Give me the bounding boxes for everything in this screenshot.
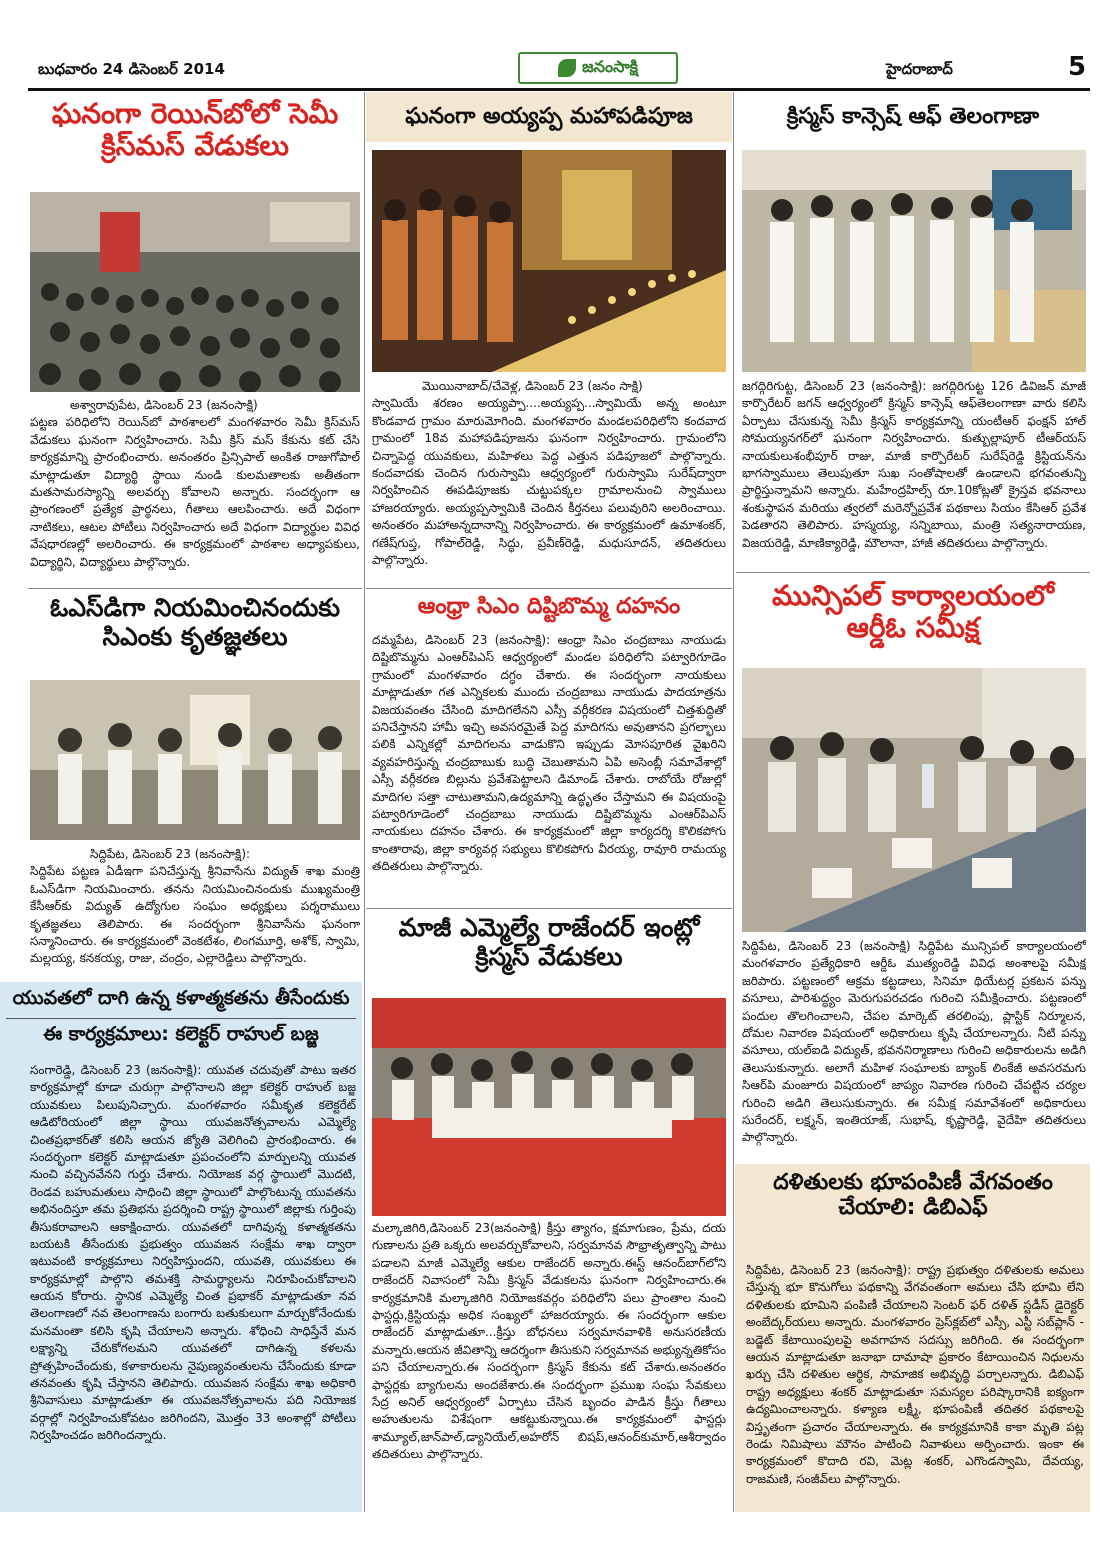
headline-ayyappa: ఘనంగా అయ్యప్ప మహాపడిపూజ: [405, 104, 693, 129]
article-body: క్రీస్తు త్యాగం, క్షమాగుణం, ప్రేమ, దయ గుణాలను ప్రతి ఒక్కరు అలవర్చుకోవాలని, సర్వమానవ సౌభ్రాతృత్వాన్ని పాటు పడాలని మాజీ ఎమ్మెల్యే ఆకుల రాజేందర్ అన్నారు.ఈస్ట్ ఆనంద్‌బాగ్‌లోని రాజేందర్ నివాసంలో సెమీ క్రిస్మస్ వేడుకలను ఘనంగా నిర్వహించారు.ఈ కార్యక్రమానికి మల్కాజిగిరి నియోజకవర్గం పరిధిలోని పలు ప్రాంతాల నుంచి ఫాస్టర్లు,క్రిస్టియన్లు అధిక సంఖ్యలో హాజరయ్యారు. ఈ సందర్భంగా ఆకుల రాజేందర్ మాట్లాడుతూ...క్రీస్తు బోధనలు సర్వమానవాళికి అనుసరణీయ మన్నారు.ఆయన జీవితాన్ని ఆదర్శంగా తీసుకుని సర్వమానవ అభ్యున్నతికోసం పని చేయాలన్నారు.ఈ సందర్భంగా క్రిస్మస్ కేకును కట్ చేశారు.అనంతరం ఫాస్టర్లకు బ్యాగులను అందజేశారు.ఈ సందర్భంగా ప్రముఖ సంఘ సేవకులు సేద్ర అనిల్ ఆధ్వర్యంలో ఏర్పాటు చేసిన బృందం పాడిన క్రీస్తు గీతాలు అహుతులను విశేషంగా ఆకట్టుకున్నాయి.ఈ కార్యక్రమంలో ఫాస్టర్లు శామ్యూల్,జాన్‌పాల్,డ్యానియేల్,అహరోన్ బిషప్,ఆనంద్‌కుమార్,ఆశీర్వాదం తదితరులు పాల్గొన్నారు.: [372, 1221, 726, 1462]
article-body: జగద్గిరిగుట్ట 126 డివిజన్ మాజీ కార్పొరేటర్ జగన్ ఆధ్వర్యంలో క్రిస్మస్ కాన్సెష్ ఆఫ్‌తెలంగాణా వారు కలిసి ఏర్పాటు చేసుకున్న సెమీ క్రిస్మస్ కార్యక్రమాన్ని యంటీఆర్ ఫంక్షన్ హాల్ సోమయ్యనగర్‌లో ఘనంగా నిర్వహించారు. కుత్బుల్లాపూర్ టీఆర్‌యస్ నాయకులుశంభీపూర్ రాజు, మాజీ కార్పొరేటర్ సురేష్‌రెడ్డి క్రిస్టియన్‌ను భాగస్వాములు తెలుపుతూ సుఖ సంతోషాలతో ఉండాలని భగవంతున్ని ప్రార్థిస్తున్నామని అన్నారు. మహేంద్రహిల్స్ రూ.10కోట్లతో క్రైస్తవ భవనాలు శంకుస్థాపన మరియు త్వరలో మరెన్నోప్రవేశ పథకాలు సియం కేసిఆర్ ప్రవేశ పెడతారని తెలిపారు. హస్మయ్య, సన్నిబాయి, మంత్రి సత్యనారాయణ, విజయరెడ్డి, మాణిక్యారెడ్డి, మౌలానా, హాజీ తదితరులు పాల్గొన్నారు.: [742, 379, 1086, 550]
article-osd-thanks: [30, 846, 360, 978]
headline-semi-christmas: ఘనంగా రెయిన్‌బోలో సెమీ క్రిస్‌మస్ వేడుకలు: [51, 97, 339, 163]
headline-dalits-land: దళితులకు భూపంపిణీ వేగవంతం చేయాలి: డిబిఎఫ్: [773, 1170, 1053, 1221]
photo-christmas-telangana: [742, 150, 1086, 372]
headline-youth-art-1: యువతలో దాగి ఉన్న కళాత్మకతను తీసేందుకు: [12, 987, 350, 1009]
article-body: ఆంధ్రా సిఎం చంద్రబాబు నాయుడు దిష్టిబొమ్మను ఎంఆర్‌పిఎస్ ఆధ్వర్యంలో మండల పరిధిలోని పట్వారిగూడెం గ్రామంలో మంగళవారం దగ్ధం చేశారు. ఈ సందర్భంగా నాయకులు మాట్లాడుతూ గత ఎన్నికలకు ముందు చంద్రబాబు నాయుడు పాదయాత్రను విజయవంతం చేసింది మాదిగలేనని ఎస్సీ వర్గీకరణ విషయంలో చిత్తశుద్ధితో పనిచేస్తానని హామీ ఇచ్చి అవసరమైతే పెద్ద మాదిగను అవుతానని ప్రగల్భాలు పలికి ఎన్నికల్లో మాదిగలను వాడుకొని ఇప్పుడు మోసపూరిత వైఖరిని వ్యవహరిస్తున్న చంద్రబాబుకు బుద్ధి చెబుతామని ఏపి అసెంబ్లీ సమావేశాల్లో ఎస్సీ వర్గీకరణ బిల్లును ప్రవేశపెట్టాలని డిమాండ్ చేశారు. రాబోయే రోజుల్లో మాదిగల సత్తా చాటుతామని,ఉద్యమాన్ని ఉద్ధృతం చేస్తామని ఈ విషయంపై పట్వారిగూడెంలో చంద్రబాబు నాయుడు దిష్టిబొమ్మను ఎంఆర్‌పిఎస్ నాయకులు దహనం చేశారు. ఈ కార్యక్రమంలో జిల్లా కార్యదర్శి కొలికపోగు కాంతారావు, జిల్లా కార్యవర్గ సభ్యులు కొలికపోగు వీరయ్య, రావూరి రామయ్య తదితరులు పాల్గొన్నారు.: [372, 633, 726, 874]
headline-ex-mla: మాజీ ఎమ్మెల్యే రాజేందర్ ఇంట్లో క్రిస్మస్ వేడుకలు: [398, 913, 700, 971]
photo-ex-mla: [372, 998, 726, 1216]
headline-youth-art-2: ఈ కార్యక్రమాలు: కలెక్టర్ రాహుల్ బజ్జ: [43, 1023, 319, 1045]
dateline: మల్కాజిగిరి,డిసెంబర్ 23(జనంసాక్షి): [372, 1221, 542, 1235]
article-christmas-telangana: [742, 378, 1086, 568]
article-semi-christmas: [30, 397, 360, 583]
column-divider: [733, 92, 734, 1512]
section-divider: [28, 588, 362, 589]
article-dalits-land: [746, 1262, 1084, 1510]
masthead: [28, 52, 1088, 86]
article-effigy: [372, 632, 726, 904]
headline-municipal: మున్సిపల్ కార్యాలయంలో ఆర్డీఓ సమీక్ష: [772, 579, 1054, 645]
dateline: సిద్దిపేట, డిసెంబర్ 23 (జనంసాక్షి): [742, 939, 911, 953]
article-body: పట్టణ పరిధిలోని రెయిన్‌బో పాఠశాలలో మంగళవారం సెమీ క్రిస్‌మస్ వేడుకలు ఘనంగా నిర్వహించారు. సెమీ క్రిస్ మస్ కేకును కట్ చేసి కార్యక్రమాన్ని ప్రారంభించారు. అనంతరం ప్రిన్సిపాల్ అంకిత రాజుగోపాల్ మాట్లాడుతూ విద్యార్థి స్థాయి నుండి కులమతాలకు అతీతంగా మతసామరస్యాన్ని అలవర్చు కోవాలని అన్నారు. సందర్భంగా ఆ ప్రాంగణంలో ప్రత్యేక ప్రార్థనలు, గీతాలు ఆలపించారు. అదే విధంగా నాటికలు, ఆటల పోటీలు నిర్వహించారు అదే విధంగా విద్యార్థుల వివిధ వేషధారణల్లో అలరించారు. ఈ కార్యక్రమంలో పాఠశాల అధ్యాపకులు, విద్యార్థిని, విద్యార్థులు పాల్గొన్నారు.: [30, 415, 360, 569]
newspaper-logo: [518, 52, 678, 84]
photo-ayyappa: [372, 150, 726, 372]
article-ayyappa: [372, 378, 726, 584]
leaf-icon: [558, 59, 576, 77]
dateline: జగద్గిరిగుట్ట, డిసెంబర్ 23 (జనంసాక్షి):: [742, 379, 927, 393]
dateline: సిద్దిపేట, డిసెంబర్ 23 (జనంసాక్షి):: [746, 1263, 912, 1277]
article-body: స్వామియే శరణం అయ్యప్పా....అయ్యప్ప...స్వామియే అన్న అంటూ కొండవాద గ్రామం మారుమోగింది. మంగళవారం మండలపరిధిలోని కందవాద గ్రామంలో 18వ మహాపడిపూజను ఘనంగా నిర్వహించారు. గ్రామంలోని చిన్నాపెద్ద యువకులు, మహిళలు పెద్ద ఎత్తున పడిపూజలో పాల్గొన్నారు. కందవాదకు చెందిన గురుస్వామి ఆధ్వర్యంలో గురుస్వామి సురేష్‌ద్వారా నిర్వహించిన ఈపడిపూజకు చుట్టుపక్కల గ్రామాలనుంచి స్వాములు హాజరయ్యారు. అయ్యప్పస్వామికి చెందిన కీర్తనలు పలువురిని అలరించాయి. అనంతరం మహాఅన్నదానాన్ని నిర్వహించారు. ఈ కార్యక్రమంలో ఉమాశంకర్, గణేష్‌గుప్త, గోపాల్‌రెడ్డి, సిద్ధు, ప్రవీణ్‌రెడ్డి, మధుసూదన్, తదితరులు పాల్గొన్నారు.: [372, 396, 726, 567]
article-municipal: [742, 938, 1086, 1160]
dateline: అశ్వారావుపేట, డిసెంబర్ 23 (జనంసాక్షి): [70, 398, 258, 412]
headline-christmas-telangana: క్రిస్మస్ కాన్సెష్ ఆఫ్ తెలంగాణా: [786, 104, 1040, 129]
headline-rule: [6, 1018, 356, 1019]
article-ex-mla: [372, 1220, 726, 1510]
article-body: సిద్దిపేట మున్సిపల్ కార్యాలయంలో మంగళవారం ప్రత్యేధికారి ఆర్డీఓ ముత్యంరెడ్డి వివిధ అంశాలపై సమీక్ష జరిపారు. పట్టణంలో ఆక్రమ కట్టడాలు, సినిమా థియేటర్ల ప్రకటన పన్ను వసూలు, పారిశుద్ధ్యం మెరుగుపరచడం గురించి సమీక్షించారు. పట్టణంలో పందుల తొలగించాలని, చేపల మార్కెట్ తరలింపు, ప్లాస్టిక్ నిర్మూలన, దోమల నివారణ విషయంలో అధికారులు కృషి చేయాలన్నారు. నీటి పన్ను వసూలు, యల్ఐడి విద్యుత్, భవననిర్మాణాలు గురించి అధికారులను అడిగి తెలుసుకున్నారు. అలాగే మహిళ సంఘాలకు బ్యాంక్ లింకేజీ అవసరమగు సిఆర్‌పి మంజూరు విషయంలో జాప్యం నివారణ గురించి చేపట్టిన చర్యల గురించి అడిగి తెలుసుకున్నారు. ఈ సమీక్ష సమావేశంలో అధికారులు సురేందర్, లక్ష్మన్, ఇంతియాజ్, సుభాష్, కృష్ణారెడ్డి, వైదేహి తదితరులు పాల్గొన్నారు.: [742, 939, 1086, 1145]
masthead-rule: [28, 88, 1090, 91]
headline-effigy: ఆంధ్రా సిఎం దిష్టిబొమ్మ దహనం: [417, 594, 681, 619]
logo-text: జనంసాక్షి: [582, 56, 638, 76]
section-divider: [366, 588, 732, 589]
article-body: సిద్దిపేట పట్టణ ఏడీఇగా పనిచేస్తున్న శ్రీనివాసేను విద్యుత్ శాఖ మంత్రి ఓఎస్‌డిగా నియమించారు. తనను నియమించినందుకు ముఖ్యమంత్రి కేసీఆర్‌కు విద్యుత్ ఉద్యోగుల సంఘం అధ్యక్షులు పర్శరాములు కృతజ్ఞతలు తెలిపారు. ఈ సందర్భంగా శ్రీనివాసేను ఘనంగా సన్మానించారు. ఈ కార్యక్రమంలో వెంకటేశం, లింగమూర్తి, అశోక్, స్వామి, మల్లయ్య, కనకయ్య, రాజు, చంద్రం, ఎల్లారెడ్డిలు పాల్గొన్నారు.: [30, 864, 360, 966]
headline-osd-thanks: ఓఎస్‌డిగా నియమించినందుకు సిఎంకు కృతజ్ఞతలు: [49, 593, 341, 651]
dateline: మొయినాబాద్/చేవెళ్ల, డిసెంబర్ 23 (జనం సాక్షి): [422, 379, 643, 393]
edition-city: హైదరాబాద్: [886, 60, 953, 78]
dateline: సంగారెడ్డి, డిసెంబర్ 23 (జనంసాక్షి):: [30, 1063, 202, 1077]
issue-date: బుధవారం 24 డిసెంబర్ 2014: [38, 60, 225, 78]
column-divider: [364, 92, 365, 1512]
photo-osd-thanks: [30, 680, 360, 840]
article-youth-art: [30, 1062, 356, 1508]
section-divider: [736, 572, 1090, 573]
photo-municipal: [742, 668, 1086, 932]
section-divider: [366, 908, 732, 909]
photo-semi-christmas: [30, 192, 360, 392]
dateline: సిద్దిపేట, డిసెంబర్ 23 (జనంసాక్షి):: [90, 847, 251, 861]
article-body: రాష్ట్ర ప్రభుత్వం దళితులకు అమలు చేస్తున్న భూ కొనుగోలు పథకాన్ని వేగవంతంగా అమలు చేసి భూమి లేని దళితులకు భూమిని పంపిణీ చేయాలని సెంటర్ ఫర్ దళిత్ స్టడీస్ డైరెక్టర్ అంబేద్కర్‌యలు అన్నారు. మంగళవారం ప్రెస్‌క్లబ్‌లో ఎస్సీ, ఎస్టీ సబ్‌ప్లాన్ - బడ్జెట్ కేటాయింపులపై అవగాహన సదస్సు జరిగింది. ఈ సందర్భంగా ఆయన మాట్లాడుతూ జనాభా దామాషా ప్రకారం కేటాయించిన నిధులను ఖర్చు చేసి దళితుల ఆర్థిక, సామాజిక అభివృద్ధి పర్చాలన్నారు. డిబిఎఫ్ రాష్ట్ర అధ్యక్షులు శంకర్ మాట్లాడుతూ సమస్యల పరిష్కారానికి ఐక్యంగా ఉద్యమించాలన్నారు. కళ్యాణ లక్ష్మీ, భూపంపిణీ తదితర పథకాలపై విస్తృతంగా ప్రచారం చేయాలన్నారు. ఈ కార్యక్రమానికి కాకా మృతి పట్ల రెండు నిమిషాలు మౌనం పాటించి నివాళులు అర్పించారు. ఇంకా ఈ కార్యక్రమంలో కొదాది రవి, మెట్ల శంకర్, ఎగొండస్వామి, దేవయ్య, రాజమణి, సంజీవ్‌లు పాల్గొన్నారు.: [746, 1263, 1084, 1486]
article-body: యువత చదువుతో పాటు ఇతర కార్యక్రమాల్లో కూడా చురుగ్గా పాల్గొనాలని జిల్లా కలెక్టర్ రాహుల్ బజ్జ యువకులు పిలుపునిచ్చారు. మంగళవారం సమీకృత కలెక్టరేట్ ఆడిటోరియంలో జిల్లా స్థాయి యువజనోత్సవాలను ఎమ్మెల్యే చింతప్రభాకర్‌తో కలిసి ఆయన జ్యోతి వెలిగించి ప్రారంభించారు. ఈ సందర్భంగా కలెక్టర్ మాట్లాడుతూ ప్రపంచంలోని మార్పులన్ని యువత నుంచి వచ్చినవేనని గుర్తు చేశారు. నియోజక వర్గ స్థాయిలో మొదటి, రెండవ బహుమతులు సాధించి జిల్లా స్థాయిలో పాల్గొంటున్న యువతను అభినందిస్తూ తమ ప్రతిభను ప్రదర్శించి రాష్ట్ర స్థాయిలో జిల్లాకు గుర్తింపు తీసుకరావాలని ఆకాక్షించారు. యువతలో దాగివున్న కళాత్మకతను బయటకి తీసేందుకు ప్రభుత్వం యువజన సంక్షేమ శాఖ ద్వారా ఇటువంటి కార్యక్రమాలు నిర్వహిస్తుందని, యువతి, యువకులు ఈ కార్యక్రమాల్లో పాల్గొని తమశక్తి సామర్థ్యాలను నిరూపించుకోవాలని ఆయన కోరారు. స్థానిక ఎమ్మెల్యే చింత ప్రభాకర్ మాట్లాడుతూ నవ తెలంగాణలో నవ తెలంగాణను బంగారు బతుకులుగా మార్చుకోనేందుకు మనమంతా కలిసి కృషి చేయాలని అన్నారు. శోధించి సాధిస్తేనే మన లక్ష్యాన్ని చేరుకోగలమని యువతలో దాగిఉన్న కళలను ప్రోత్సహించేందుకు, కళాకారులను నైపుణ్యవంతులను చేసేందుకు కూడా తనవంతు కృషి చేస్తానని తెలిపారు. యువజన సంక్షేమ శాఖ అధికారి శ్రీనివాసులు మాట్లాడుతూ ఈ యువజనోత్సవాలను పది నియోజక వర్గాల్లో నిర్వహించుకోవటం జరిగిందని, మొత్తం 33 అంశాల్లో పోటీలు నిర్వహించడం జరిగిందన్నారు.: [30, 1063, 356, 1443]
page-number: 5: [1068, 52, 1087, 82]
dateline: దమ్మపేట, డిసెంబర్ 23 (జనంసాక్షి):: [372, 633, 551, 647]
